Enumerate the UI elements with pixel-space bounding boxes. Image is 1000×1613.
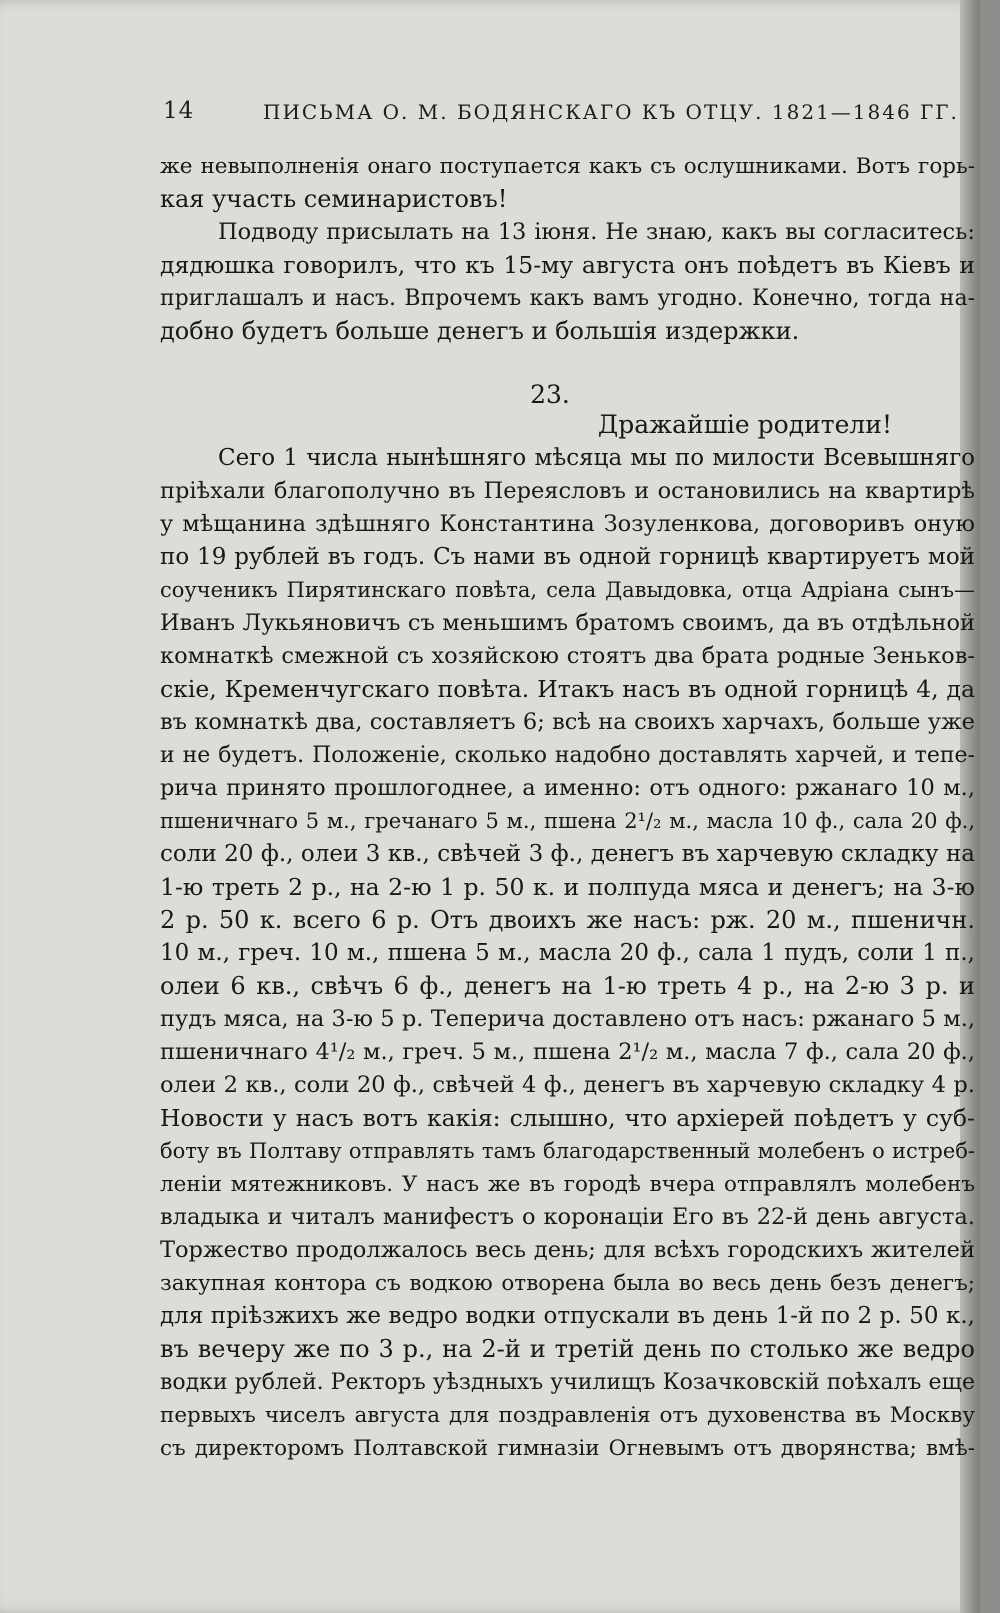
- text-line: 1-ю треть 2 р., на 2-ю 1 р. 50 к. и полпуда мяса и денегъ; на 3-ю: [160, 873, 975, 901]
- text-line: съ директоромъ Полтавской гимназіи Огневымъ отъ дворянства; вмѣ-: [160, 1436, 975, 1461]
- text-line: скіе, Кременчугскаго повѣта. Итакъ насъ въ одной горницѣ 4, да: [160, 675, 975, 703]
- text-line: приглашалъ и насъ. Впрочемъ какъ вамъ угодно. Конечно, тогда на-: [160, 286, 975, 311]
- text-line: пріѣхали благополучно въ Переясловъ и остановились на квартирѣ: [160, 478, 975, 504]
- text-line: 2 р. 50 к. всего 6 р. Отъ двоихъ же насъ: рж. 20 м., пшеничн.: [160, 906, 975, 934]
- text-line: закупная контора съ водкою отворена была во весь день безъ денегъ;: [160, 1271, 975, 1296]
- text-line: 10 м., греч. 10 м., пшена 5 м., масла 20 ф., сала 1 пудъ, соли 1 п.,: [160, 940, 975, 966]
- text-line: соли 20 ф., олеи 3 кв., свѣчей 3 ф., денегъ въ харчевую складку на: [160, 841, 975, 867]
- text-line: въ вечеру же по 3 р., на 2-й и третій день по столько же ведро: [160, 1335, 975, 1363]
- text-line: олеи 6 кв., свѣчъ 6 ф., денегъ на 1-ю треть 4 р., на 2-ю 3 р. и: [160, 972, 975, 1000]
- text-line: пшеничнаго 5 м., гречанаго 5 м., пшена 2¹/₂ м., масла 10 ф., сала 20 ф.,: [160, 809, 975, 833]
- text-line: Сего 1 числа нынѣшняго мѣсяца мы по милости Всевышняго: [218, 445, 975, 471]
- text-line: владыка и читалъ манифестъ о коронаціи Его въ 22-й день августа.: [160, 1204, 975, 1230]
- text-line: дядюшка говорилъ, что къ 15-му августа онъ поѣдетъ въ Кіевъ и: [160, 251, 975, 279]
- text-line: олеи 2 кв., соли 20 ф., свѣчей 4 ф., денегъ въ харчевую складку 4 р.: [160, 1072, 975, 1098]
- text-line: пудъ мяса, на 3-ю 5 р. Теперича доставлено отъ насъ: ржанаго 5 м.,: [160, 1006, 975, 1032]
- text-line: Торжество продолжалось весь день; для всѣхъ городскихъ жителей: [160, 1237, 975, 1263]
- text-line: для пріѣзжихъ же ведро водки отпускали въ день 1-й по 2 р. 50 к.,: [160, 1303, 975, 1329]
- text-line: соученикъ Пирятинскаго повѣта, села Давыдовка, отца Адріана сынъ—: [160, 578, 975, 602]
- top-text-block: [160, 150, 975, 348]
- text-line: же невыполненія онаго поступается какъ съ ослушниками. Вотъ горь-: [160, 154, 975, 179]
- text-line: добно будетъ больше денегъ и большія издержки.: [160, 317, 800, 345]
- text-line: пшеничнаго 4¹/₂ м., греч. 5 м., пшена 2¹/₂ м., масла 7 ф., сала 20 ф.,: [160, 1039, 975, 1065]
- text-line: по 19 рублей въ годъ. Съ нами въ одной горницѣ квартируетъ мой: [160, 544, 975, 570]
- letter-salutation: Дражайшіе родители!: [597, 410, 892, 439]
- letter-number: 23.: [530, 380, 570, 409]
- page-number: 14: [163, 98, 195, 124]
- text-line: Новости у насъ вотъ какія: слышно, что архіерей поѣдетъ у суб-: [160, 1104, 975, 1132]
- text-line: Подводу присылать на 13 іюня. Не знаю, какъ вы согласитесь:: [218, 219, 975, 245]
- text-line: у мѣщанина здѣшняго Константина Зозуленкова, договоривъ оную: [160, 511, 975, 537]
- text-line: рича принято прошлогоднее, а именно: отъ одного: ржанаго 10 м.,: [160, 775, 975, 801]
- text-line: боту въ Полтаву отправлять тамъ благодарственный молебенъ о истреб-: [160, 1139, 975, 1163]
- text-line: и не будетъ. Положеніе, сколько надобно доставлять харчей, и тепе-: [160, 743, 975, 768]
- letter-body: [160, 442, 975, 1465]
- text-line: комнаткѣ смежной съ хозяйскою стоятъ два брата родные Зеньков-: [160, 643, 975, 669]
- text-line: кая участь семинаристовъ!: [160, 185, 508, 213]
- running-title: ПИСЬМА О. М. БОДЯНСКАГО КЪ ОТЦУ. 1821—1846 ГГ.: [263, 100, 959, 124]
- text-line: первыхъ чиселъ августа для поздравленія отъ духовенства въ Москву: [160, 1403, 975, 1428]
- text-line: водки рублей. Ректоръ уѣздныхъ училищъ Козачковскій поѣхалъ еще: [160, 1370, 975, 1395]
- text-line: Иванъ Лукьяновичъ съ меньшимъ братомъ своимъ, да въ отдѣльной: [160, 610, 975, 636]
- text-line: въ комнаткѣ два, составляетъ 6; всѣ на своихъ харчахъ, больше уже: [160, 709, 975, 735]
- text-line: леніи мятежниковъ. У насъ же въ городѣ вчера отправлялъ молебенъ: [160, 1172, 975, 1197]
